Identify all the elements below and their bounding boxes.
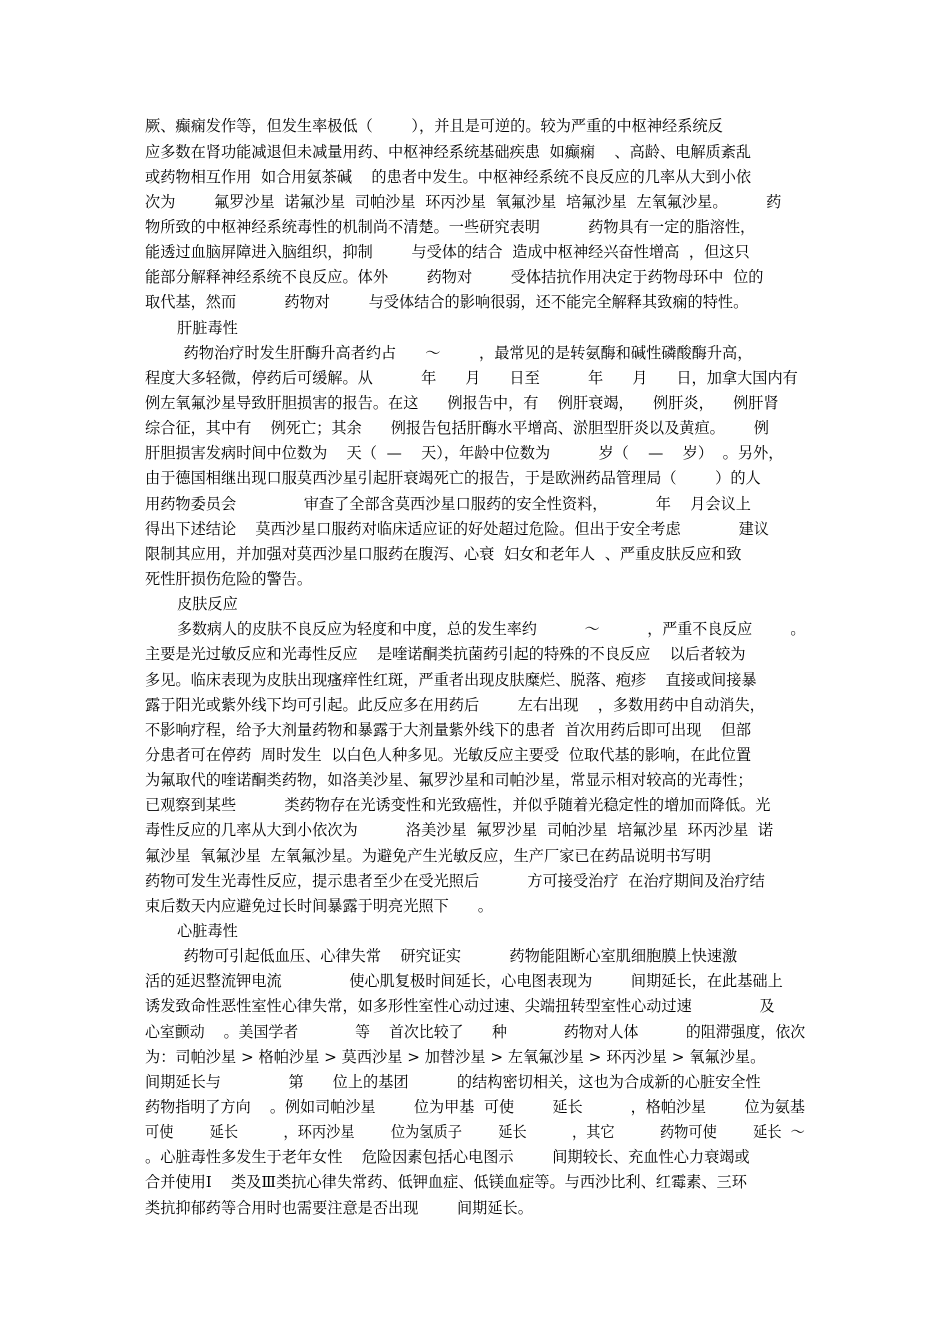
- text-line: 药物治疗时发生肝酶升高者约占 ～ ，最常见的是转氨酶和碱性磷酸酶升高，: [145, 344, 753, 362]
- text-line: 可使 延长 ，环丙沙星 位为氢质子 延长 ，其它 药物可使 延长 ～: [145, 1123, 805, 1141]
- text-line: 限制其应用，并加强对莫西沙星口服药在腹泻、心衰 妇女和老年人 、严重皮肤反应和致: [145, 545, 742, 563]
- text-line: 能部分解释神经系统不良反应。体外 药物对 受体拮抗作用决定于药物母环中 位的: [145, 268, 764, 286]
- text-line: 类抗抑郁药等合用时也需要注意是否出现 间期延长。: [145, 1199, 533, 1217]
- text-line: 程度大多轻微，停药后可缓解。从 年 月 日至 年 月 日，加拿大国内有: [145, 369, 798, 387]
- text-line: 为氟取代的喹诺酮类药物，如洛美沙星、氟罗沙星和司帕沙星，常显示相对较高的光毒性；: [145, 771, 753, 789]
- section-heading-skin: 皮肤反应: [177, 595, 238, 613]
- text-line: 多见。临床表现为皮肤出现瘙痒性红斑，严重者出现皮肤糜烂、脱落、疱疹 直接或间接暴: [145, 671, 757, 689]
- text-line: 诱发致命性恶性室性心律失常，如多形性室性心动过速、尖端扭转型室性心动过速 及: [145, 997, 775, 1015]
- text-line: 合并使用Ⅰ 类及Ⅲ类抗心律失常药、低钾血症、低镁血症等。与西沙比利、红霉素、三环: [145, 1173, 747, 1191]
- text-line: 由于德国相继出现口服莫西沙星引起肝衰竭死亡的报告，于是欧洲药品管理局（ ）的人: [145, 469, 761, 487]
- text-line: 露于阳光或紫外线下均可引起。此反应多在用药后 左右出现 ，多数用药中自动消失，: [145, 696, 765, 714]
- text-line: 心室颤动 。美国学者 等 首次比较了 种 药物对人体 的阻滞强度，依次: [145, 1023, 806, 1041]
- text-line: 束后数天内应避免过长时间暴露于明亮光照下 。: [145, 897, 493, 915]
- text-line: 分患者可在停药 周时发生 以白色人种多见。光敏反应主要受 位取代基的影响，在此位置: [145, 746, 752, 764]
- text-line: 药物指明了方向 。例如司帕沙星 位为甲基 可使 延长 ，格帕沙星 位为氨基: [145, 1098, 805, 1116]
- text-line: 多数病人的皮肤不良反应为轻度和中度，总的发生率约 ～ ，严重不良反应 。: [177, 620, 806, 638]
- section-heading-liver: 肝脏毒性: [177, 319, 238, 337]
- text-line: 物所致的中枢神经系统毒性的机制尚不清楚。一些研究表明 药物具有一定的脂溶性，: [145, 218, 756, 236]
- text-line: 或药物相互作用 如合用氨茶碱 的患者中发生。中枢神经系统不良反应的几率从大到小依: [145, 168, 752, 186]
- text-line: 已观察到某些 类药物存在光诱变性和光致癌性，并似乎随着光稳定性的增加而降低。光: [145, 796, 771, 814]
- text-line: 氟沙星 氧氟沙星 左氧氟沙星。为避免产生光敏反应，生产厂家已在药品说明书写明: [145, 847, 712, 865]
- text-line: 不影响疗程，给予大剂量药物和暴露于大剂量紫外线下的患者 首次用药后即可出现 但部: [145, 721, 752, 739]
- text-line: 活的延迟整流钾电流 使心肌复极时间延长，心电图表现为 间期延长，在此基础上: [145, 972, 783, 990]
- text-line: 次为 氟罗沙星 诺氟沙星 司帕沙星 环丙沙星 氧氟沙星 培氟沙星 左氧氟沙星。 药: [145, 193, 782, 211]
- text-line: 能透过血脑屏障进入脑组织，抑制 与受体的结合 造成中枢神经兴奋性增高 ，但这只: [145, 243, 750, 261]
- text-line: 厥、癫痫发作等，但发生率极低（ ），并且是可逆的。较为严重的中枢神经系统反: [145, 117, 723, 135]
- text-line: 死性肝损伤危险的警告。: [145, 570, 313, 588]
- text-line: 得出下述结论 莫西沙星口服药对临床适应证的好处超过危险。但出于安全考虑 建议: [145, 520, 769, 538]
- text-line: 间期延长与 第 位上的基团 的结构密切相关，这也为合成新的心脏安全性: [145, 1073, 761, 1091]
- text-line: 综合征，其中有 例死亡；其余 例报告包括肝酶水平增高、淤胆型肝炎以及黄疸。 例: [145, 419, 769, 437]
- text-line: 例左氧氟沙星导致肝胆损害的报告。在这 例报告中，有 例肝衰竭， 例肝炎， 例肝肾: [145, 394, 779, 412]
- text-line: 应多数在肾功能减退但未减量用药、中枢神经系统基础疾患 如癫痫 、高龄、电解质紊乱: [145, 143, 752, 161]
- text-line: 取代基，然而 药物对 与受体结合的影响很弱，还不能完全解释其致痫的特性。: [145, 293, 749, 311]
- text-line: 药物可引起低血压、心律失常 研究证实 药物能阻断心室肌细胞膜上快速激: [145, 947, 738, 965]
- text-line: 。心脏毒性多发生于老年女性 危险因素包括心电图示 间期较长、充血性心力衰竭或: [145, 1148, 750, 1166]
- text-line: 药物可发生光毒性反应，提示患者至少在受光照后 方可接受治疗 在治疗期间及治疗结: [145, 872, 765, 890]
- section-heading-heart: 心脏毒性: [177, 922, 238, 940]
- text-line: 主要是光过敏反应和光毒性反应 是喹诺酮类抗菌药引起的特殊的不良反应 以后者较为: [145, 645, 746, 663]
- text-line: 毒性反应的几率从大到小依次为 洛美沙星 氟罗沙星 司帕沙星 培氟沙星 环丙沙星 诺: [145, 821, 774, 839]
- text-line: 肝胆损害发病时间中位数为 天（ — 天），年龄中位数为 岁（ — 岁） 。另外，: [145, 444, 784, 462]
- text-line: 为：司帕沙星 > 格帕沙星 > 莫西沙星 > 加替沙星 > 左氧氟沙星 > 环丙沙星 > 氧氟沙星。: [145, 1048, 766, 1066]
- text-line: 用药物委员会 审查了全部含莫西沙星口服药的安全性资料， 年 月会议上: [145, 495, 751, 513]
